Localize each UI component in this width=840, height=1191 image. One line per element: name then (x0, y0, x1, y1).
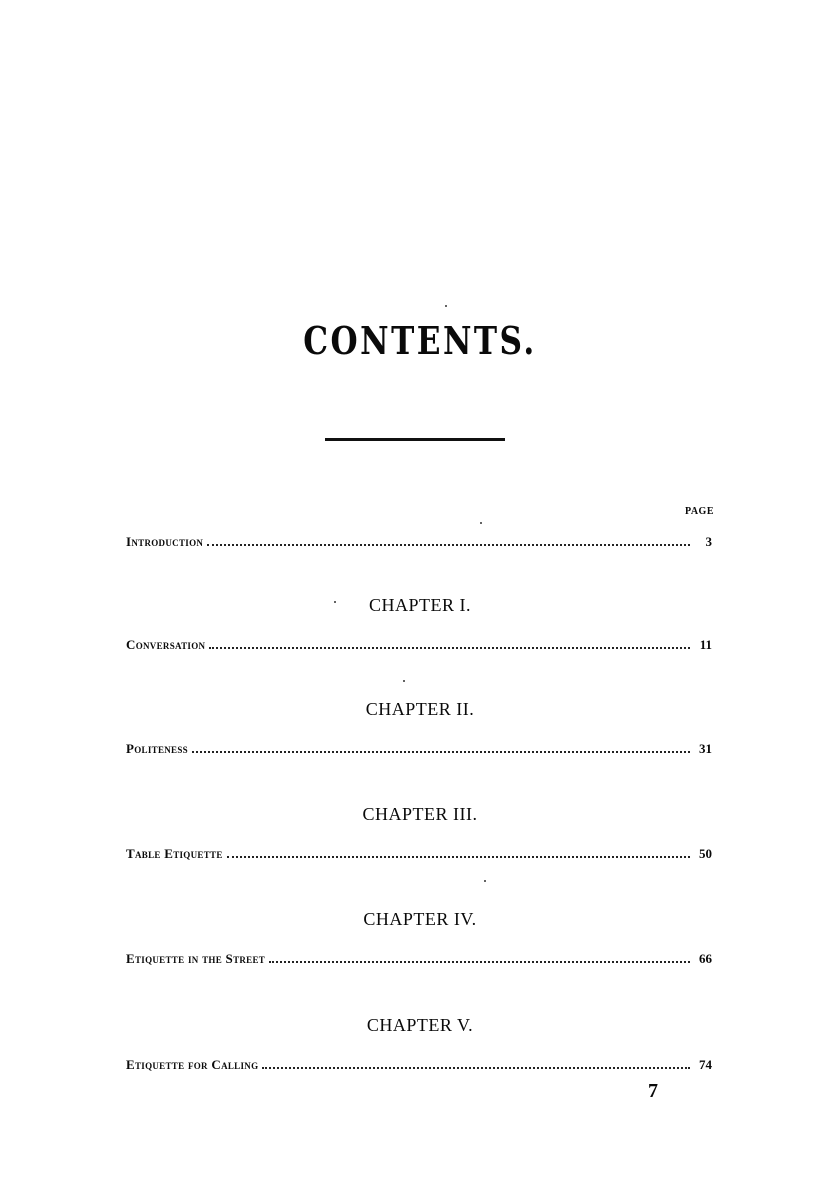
toc-entry-etiquette-calling (126, 1057, 712, 1073)
dot-leader (207, 544, 690, 546)
dot-leader (269, 961, 690, 963)
chapter-heading: CHAPTER II. (365, 699, 475, 719)
ink-speck (403, 680, 405, 682)
toc-entry-label: Introduction (126, 534, 204, 549)
toc-entry-page: 50 (699, 846, 712, 861)
chapter-heading: CHAPTER IV. (363, 909, 477, 929)
ink-speck (445, 305, 447, 307)
dot-leader (227, 856, 690, 858)
chapter-heading: CHAPTER I. (368, 595, 471, 615)
toc-entry-introduction (126, 534, 712, 550)
toc-entry-table-etiquette (126, 846, 712, 862)
toc-entry-label: Politeness (126, 741, 188, 756)
toc-entry-label: Table Etiquette (126, 846, 223, 861)
contents-title: CONTENTS. (303, 318, 537, 363)
toc-entry-page: 66 (699, 951, 712, 966)
chapter-heading: CHAPTER III. (362, 804, 478, 824)
toc-entry-label: Etiquette in the Street (126, 951, 266, 966)
toc-entry-page: 11 (699, 637, 712, 652)
toc-entry-page: 31 (699, 741, 712, 756)
ink-speck (334, 601, 336, 603)
title-rule (325, 438, 505, 441)
toc-entry-etiquette-street (126, 951, 712, 967)
dot-leader (209, 647, 690, 649)
toc-entry-label: Conversation (126, 637, 206, 652)
dot-leader (262, 1067, 690, 1069)
toc-entry-conversation (126, 637, 712, 653)
toc-entry-page: 3 (705, 534, 712, 549)
page-folio: 7 (648, 1080, 658, 1102)
chapter-heading: CHAPTER V. (366, 1015, 474, 1035)
page-column-heading: PAGE (684, 506, 714, 517)
dot-leader (192, 751, 690, 753)
toc-entry-page: 74 (699, 1057, 712, 1072)
toc-entry-label: Etiquette for Calling (126, 1057, 259, 1072)
ink-speck (484, 880, 486, 882)
toc-entry-politeness (126, 741, 712, 757)
ink-speck (480, 522, 482, 524)
